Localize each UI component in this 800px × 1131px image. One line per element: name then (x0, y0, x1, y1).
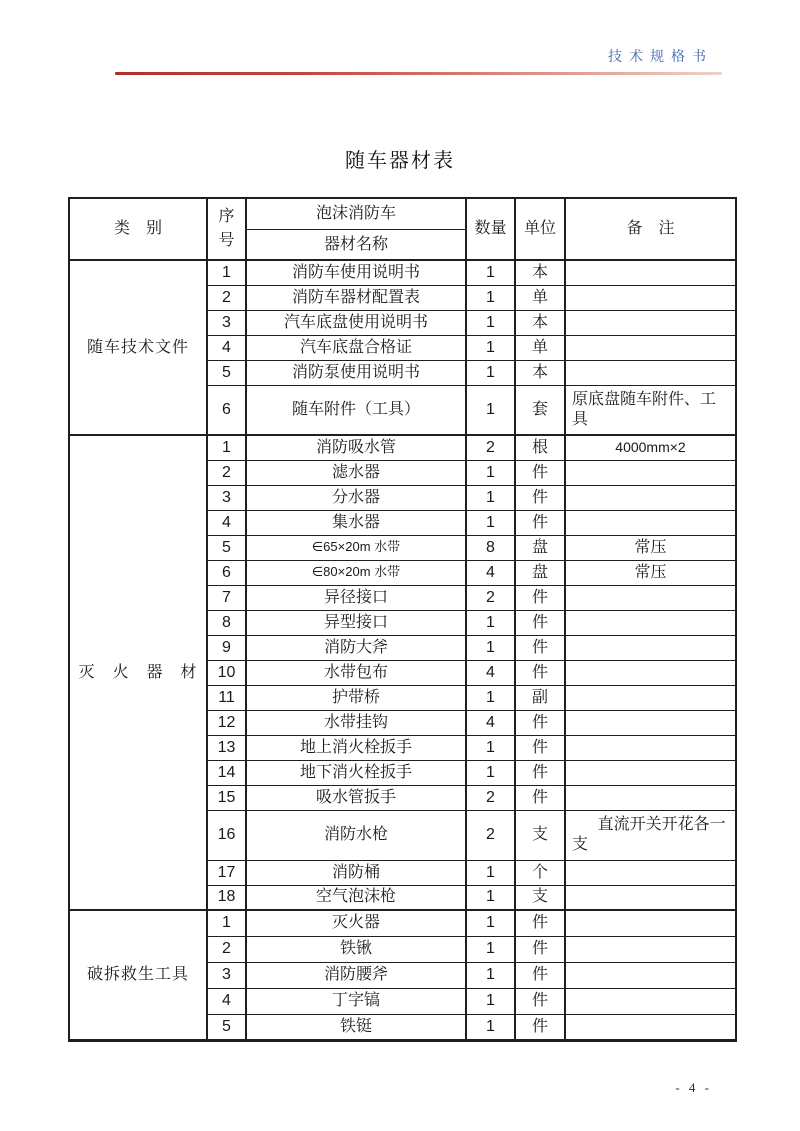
name-cell: 铁锹 (246, 936, 466, 962)
name-cell: 消防车器材配置表 (246, 285, 466, 310)
name-cell: 丁字镐 (246, 988, 466, 1014)
unit-cell: 盘 (515, 560, 565, 585)
serial-cell: 2 (207, 460, 246, 485)
qty-cell: 1 (466, 910, 515, 936)
table-row (69, 260, 736, 285)
serial-cell: 3 (207, 310, 246, 335)
remark-cell: 原底盘随车附件、工具 (565, 385, 736, 435)
remark-cell (565, 685, 736, 710)
name-cell: 汽车底盘使用说明书 (246, 310, 466, 335)
unit-cell: 件 (515, 735, 565, 760)
name-cell: 铁铤 (246, 1014, 466, 1040)
table-row (69, 435, 736, 460)
table-row (69, 910, 736, 936)
header-vehicle-type: 泡沫消防车 (246, 198, 466, 230)
qty-cell: 1 (466, 460, 515, 485)
qty-cell: 1 (466, 760, 515, 785)
unit-cell: 件 (515, 1014, 565, 1040)
serial-cell: 17 (207, 860, 246, 885)
unit-cell: 件 (515, 460, 565, 485)
header-quantity: 数量 (466, 198, 515, 260)
serial-cell: 1 (207, 435, 246, 460)
serial-cell: 4 (207, 335, 246, 360)
remark-cell (565, 335, 736, 360)
remark-cell (565, 936, 736, 962)
name-cell: 异型接口 (246, 610, 466, 635)
category-cell: 随车技术文件 (69, 260, 207, 435)
qty-cell: 1 (466, 510, 515, 535)
remark-cell: 直流开关开花各一支 (565, 810, 736, 860)
serial-cell: 11 (207, 685, 246, 710)
remark-cell (565, 710, 736, 735)
header-label: 技术规格书 (608, 48, 713, 64)
name-cell: ∈80×20m 水带 (246, 560, 466, 585)
remark-cell (565, 360, 736, 385)
category-cell: 破拆救生工具 (69, 910, 207, 1040)
name-cell: 吸水管扳手 (246, 785, 466, 810)
unit-cell: 本 (515, 310, 565, 335)
qty-cell: 4 (466, 560, 515, 585)
unit-cell: 支 (515, 810, 565, 860)
remark-cell (565, 1014, 736, 1040)
qty-cell: 1 (466, 310, 515, 335)
serial-cell: 5 (207, 360, 246, 385)
unit-cell: 件 (515, 936, 565, 962)
remark-cell (565, 988, 736, 1014)
name-cell: 消防桶 (246, 860, 466, 885)
qty-cell: 1 (466, 285, 515, 310)
unit-cell: 件 (515, 785, 565, 810)
serial-cell: 2 (207, 936, 246, 962)
qty-cell: 1 (466, 335, 515, 360)
qty-cell: 1 (466, 962, 515, 988)
remark-cell: 常压 (565, 560, 736, 585)
qty-cell: 1 (466, 860, 515, 885)
remark-cell (565, 635, 736, 660)
name-cell: 消防大斧 (246, 635, 466, 660)
header-serial (207, 198, 246, 260)
header-serial-top: 序 (218, 208, 235, 225)
remark-cell (565, 660, 736, 685)
unit-cell: 个 (515, 860, 565, 885)
name-cell: 护带桥 (246, 685, 466, 710)
remark-cell (565, 735, 736, 760)
table-header (69, 198, 736, 260)
serial-cell: 5 (207, 1014, 246, 1040)
unit-cell: 件 (515, 585, 565, 610)
qty-cell: 1 (466, 260, 515, 285)
remark-cell: 常压 (565, 535, 736, 560)
page-header (115, 46, 715, 66)
unit-cell: 件 (515, 660, 565, 685)
serial-cell: 5 (207, 535, 246, 560)
serial-cell: 14 (207, 760, 246, 785)
unit-cell: 件 (515, 710, 565, 735)
name-cell: 消防车使用说明书 (246, 260, 466, 285)
name-cell: 滤水器 (246, 460, 466, 485)
header-category: 类 别 (69, 198, 207, 260)
equipment-table-body (69, 260, 736, 1040)
page-number: - 4 - (675, 1080, 712, 1095)
serial-cell: 18 (207, 885, 246, 910)
unit-cell: 套 (515, 385, 565, 435)
name-cell: ∈65×20m 水带 (246, 535, 466, 560)
name-cell: 消防腰斧 (246, 962, 466, 988)
serial-cell: 7 (207, 585, 246, 610)
qty-cell: 1 (466, 485, 515, 510)
serial-cell: 6 (207, 385, 246, 435)
header-unit: 单位 (515, 198, 565, 260)
qty-cell: 1 (466, 988, 515, 1014)
unit-cell: 支 (515, 885, 565, 910)
name-cell: 灭火器 (246, 910, 466, 936)
name-cell: 空气泡沫枪 (246, 885, 466, 910)
qty-cell: 1 (466, 610, 515, 635)
unit-cell: 盘 (515, 535, 565, 560)
qty-cell: 1 (466, 360, 515, 385)
serial-cell: 15 (207, 785, 246, 810)
serial-cell: 4 (207, 510, 246, 535)
serial-cell: 13 (207, 735, 246, 760)
name-cell: 消防水枪 (246, 810, 466, 860)
remark-cell (565, 885, 736, 910)
qty-cell: 1 (466, 735, 515, 760)
unit-cell: 本 (515, 360, 565, 385)
unit-cell: 单 (515, 285, 565, 310)
unit-cell: 件 (515, 610, 565, 635)
name-cell: 异径接口 (246, 585, 466, 610)
qty-cell: 2 (466, 810, 515, 860)
remark-cell (565, 510, 736, 535)
qty-cell: 1 (466, 685, 515, 710)
header-remark: 备 注 (565, 198, 736, 260)
serial-cell: 4 (207, 988, 246, 1014)
qty-cell: 1 (466, 635, 515, 660)
serial-cell: 9 (207, 635, 246, 660)
serial-cell: 1 (207, 910, 246, 936)
serial-cell: 10 (207, 660, 246, 685)
remark-cell (565, 785, 736, 810)
unit-cell: 根 (515, 435, 565, 460)
name-cell: 分水器 (246, 485, 466, 510)
qty-cell: 2 (466, 785, 515, 810)
serial-cell: 6 (207, 560, 246, 585)
name-cell: 汽车底盘合格证 (246, 335, 466, 360)
category-cell: 灭 火 器 材 (69, 435, 207, 910)
qty-cell: 1 (466, 936, 515, 962)
remark-cell (565, 860, 736, 885)
remark-cell (565, 260, 736, 285)
serial-cell: 3 (207, 962, 246, 988)
header-equipment-name: 器材名称 (246, 230, 466, 261)
remark-cell (565, 460, 736, 485)
remark-cell (565, 962, 736, 988)
remark-cell (565, 310, 736, 335)
header-serial-bottom: 号 (218, 232, 235, 249)
name-cell: 水带包布 (246, 660, 466, 685)
serial-cell: 2 (207, 285, 246, 310)
header-rule-line (115, 72, 722, 75)
unit-cell: 单 (515, 335, 565, 360)
unit-cell: 件 (515, 962, 565, 988)
qty-cell: 4 (466, 710, 515, 735)
serial-cell: 12 (207, 710, 246, 735)
serial-cell: 16 (207, 810, 246, 860)
page-title: 随车器材表 (345, 150, 455, 172)
unit-cell: 件 (515, 485, 565, 510)
name-cell: 水带挂钩 (246, 710, 466, 735)
qty-cell: 2 (466, 435, 515, 460)
serial-cell: 8 (207, 610, 246, 635)
name-cell: 消防泵使用说明书 (246, 360, 466, 385)
remark-cell: 4000mm×2 (565, 435, 736, 460)
remark-cell (565, 585, 736, 610)
remark-cell (565, 485, 736, 510)
remark-cell (565, 610, 736, 635)
name-cell: 消防吸水管 (246, 435, 466, 460)
qty-cell: 1 (466, 1014, 515, 1040)
unit-cell: 件 (515, 635, 565, 660)
unit-cell: 件 (515, 910, 565, 936)
unit-cell: 本 (515, 260, 565, 285)
qty-cell: 4 (466, 660, 515, 685)
name-cell: 地下消火栓扳手 (246, 760, 466, 785)
qty-cell: 1 (466, 885, 515, 910)
name-cell: 集水器 (246, 510, 466, 535)
unit-cell: 件 (515, 510, 565, 535)
qty-cell: 1 (466, 385, 515, 435)
remark-cell (565, 910, 736, 936)
name-cell: 随车附件（工具） (246, 385, 466, 435)
qty-cell: 8 (466, 535, 515, 560)
remark-cell (565, 285, 736, 310)
qty-cell: 2 (466, 585, 515, 610)
unit-cell: 件 (515, 760, 565, 785)
serial-cell: 1 (207, 260, 246, 285)
name-cell: 地上消火栓扳手 (246, 735, 466, 760)
unit-cell: 件 (515, 988, 565, 1014)
remark-cell (565, 760, 736, 785)
serial-cell: 3 (207, 485, 246, 510)
unit-cell: 副 (515, 685, 565, 710)
equipment-table (68, 197, 737, 1042)
